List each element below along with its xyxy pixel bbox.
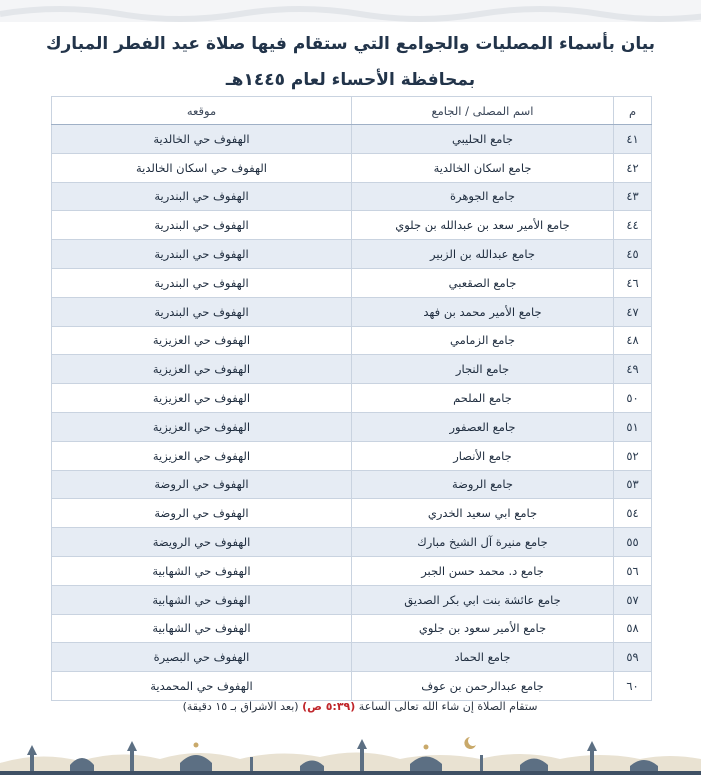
table-body [52, 125, 652, 701]
row-location: الهفوف حي العزيزية [52, 355, 352, 384]
row-location: الهفوف حي الشهابية [52, 585, 352, 614]
header-location: موقعه [52, 97, 352, 125]
row-mosque-name: جامع الأمير سعد بن عبدالله بن جلوي [352, 211, 614, 240]
document-title [0, 28, 701, 96]
row-location: الهفوف حي العزيزية [52, 412, 352, 441]
table-row [52, 441, 652, 470]
table-row [52, 182, 652, 211]
row-location: الهفوف حي العزيزية [52, 326, 352, 355]
mosques-table [51, 96, 652, 701]
row-mosque-name: جامع الصقعبي [352, 268, 614, 297]
table-row [52, 470, 652, 499]
row-number: ٤٥ [614, 240, 652, 269]
table-row [52, 384, 652, 413]
row-number: ٥١ [614, 412, 652, 441]
row-number: ٥٢ [614, 441, 652, 470]
row-number: ٤٦ [614, 268, 652, 297]
prayer-time: (٥:٣٩ ص) [302, 700, 356, 713]
row-number: ٥٠ [614, 384, 652, 413]
row-number: ٤٣ [614, 182, 652, 211]
row-number: ٥٦ [614, 556, 652, 585]
row-number: ٤٢ [614, 153, 652, 182]
row-mosque-name: جامع الأمير محمد بن فهد [352, 297, 614, 326]
row-location: الهفوف حي البصيرة [52, 643, 352, 672]
mosques-table-container [51, 96, 651, 701]
row-number: ٤١ [614, 125, 652, 154]
row-mosque-name: جامع الملحم [352, 384, 614, 413]
row-mosque-name: جامع ابي سعيد الخدري [352, 499, 614, 528]
row-location: الهفوف حي العزيزية [52, 384, 352, 413]
row-location: الهفوف حي الشهابية [52, 556, 352, 585]
row-number: ٥٤ [614, 499, 652, 528]
row-number: ٤٧ [614, 297, 652, 326]
header-mosque-name: اسم المصلى / الجامع [352, 97, 614, 125]
row-mosque-name: جامع منيرة آل الشيخ مبارك [352, 528, 614, 557]
row-location: الهفوف حي البندرية [52, 182, 352, 211]
row-mosque-name: جامع الزمامي [352, 326, 614, 355]
table-row [52, 528, 652, 557]
row-mosque-name: جامع الأنصار [352, 441, 614, 470]
table-row [52, 672, 652, 701]
row-location: الهفوف حي البندرية [52, 268, 352, 297]
header-number: م [614, 97, 652, 125]
row-number: ٤٩ [614, 355, 652, 384]
row-location: الهفوف حي البندرية [52, 211, 352, 240]
row-number: ٥٥ [614, 528, 652, 557]
top-ornament-band [0, 0, 701, 22]
row-location: الهفوف حي الروضة [52, 470, 352, 499]
table-row [52, 125, 652, 154]
title-line-1: بيان بأسماء المصليات والجوامع التي ستقام فيها صلاة عيد الفطر المبارك [45, 34, 656, 54]
row-mosque-name: جامع د. محمد حسن الجبر [352, 556, 614, 585]
row-location: الهفوف حي اسكان الخالدية [52, 153, 352, 182]
table-row [52, 326, 652, 355]
row-number: ٤٤ [614, 211, 652, 240]
row-number: ٥٧ [614, 585, 652, 614]
row-location: الهفوف حي العزيزية [52, 441, 352, 470]
table-row [52, 297, 652, 326]
row-mosque-name: جامع العصفور [352, 412, 614, 441]
row-mosque-name: جامع النجار [352, 355, 614, 384]
table-row [52, 643, 652, 672]
row-mosque-name: جامع الأمير سعود بن جلوي [352, 614, 614, 643]
prayer-time-note [60, 700, 660, 713]
table-header-row [52, 97, 652, 125]
row-mosque-name: جامع الحماد [352, 643, 614, 672]
mosque-skyline-decoration [0, 725, 701, 775]
row-location: الهفوف حي الخالدية [52, 125, 352, 154]
row-mosque-name: جامع الحليبي [352, 125, 614, 154]
table-row [52, 153, 652, 182]
table-row [52, 240, 652, 269]
row-location: الهفوف حي المحمدية [52, 672, 352, 701]
row-mosque-name: جامع الجوهرة [352, 182, 614, 211]
row-location: الهفوف حي البندرية [52, 297, 352, 326]
table-row [52, 585, 652, 614]
table-row [52, 556, 652, 585]
row-mosque-name: جامع الروضة [352, 470, 614, 499]
row-location: الهفوف حي الشهابية [52, 614, 352, 643]
table-row [52, 355, 652, 384]
row-number: ٦٠ [614, 672, 652, 701]
row-number: ٥٣ [614, 470, 652, 499]
table-row [52, 211, 652, 240]
table-row [52, 499, 652, 528]
row-mosque-name: جامع اسكان الخالدية [352, 153, 614, 182]
note-text-before: ستقام الصلاة إن شاء الله تعالى الساعة [358, 700, 538, 713]
table-row [52, 614, 652, 643]
row-number: ٥٩ [614, 643, 652, 672]
row-mosque-name: جامع عبدالرحمن بن عوف [352, 672, 614, 701]
row-mosque-name: جامع عائشة بنت ابي بكر الصديق [352, 585, 614, 614]
table-row [52, 268, 652, 297]
row-number: ٥٨ [614, 614, 652, 643]
row-number: ٤٨ [614, 326, 652, 355]
row-location: الهفوف حي البندرية [52, 240, 352, 269]
row-mosque-name: جامع عبدالله بن الزبير [352, 240, 614, 269]
note-text-after: (بعد الاشراق بـ ١٥ دقيقة) [182, 700, 299, 713]
title-line-2: بمحافظة الأحساء لعام ١٤٤٥هـ [225, 70, 476, 90]
table-row [52, 412, 652, 441]
row-location: الهفوف حي الرويضة [52, 528, 352, 557]
row-location: الهفوف حي الروضة [52, 499, 352, 528]
